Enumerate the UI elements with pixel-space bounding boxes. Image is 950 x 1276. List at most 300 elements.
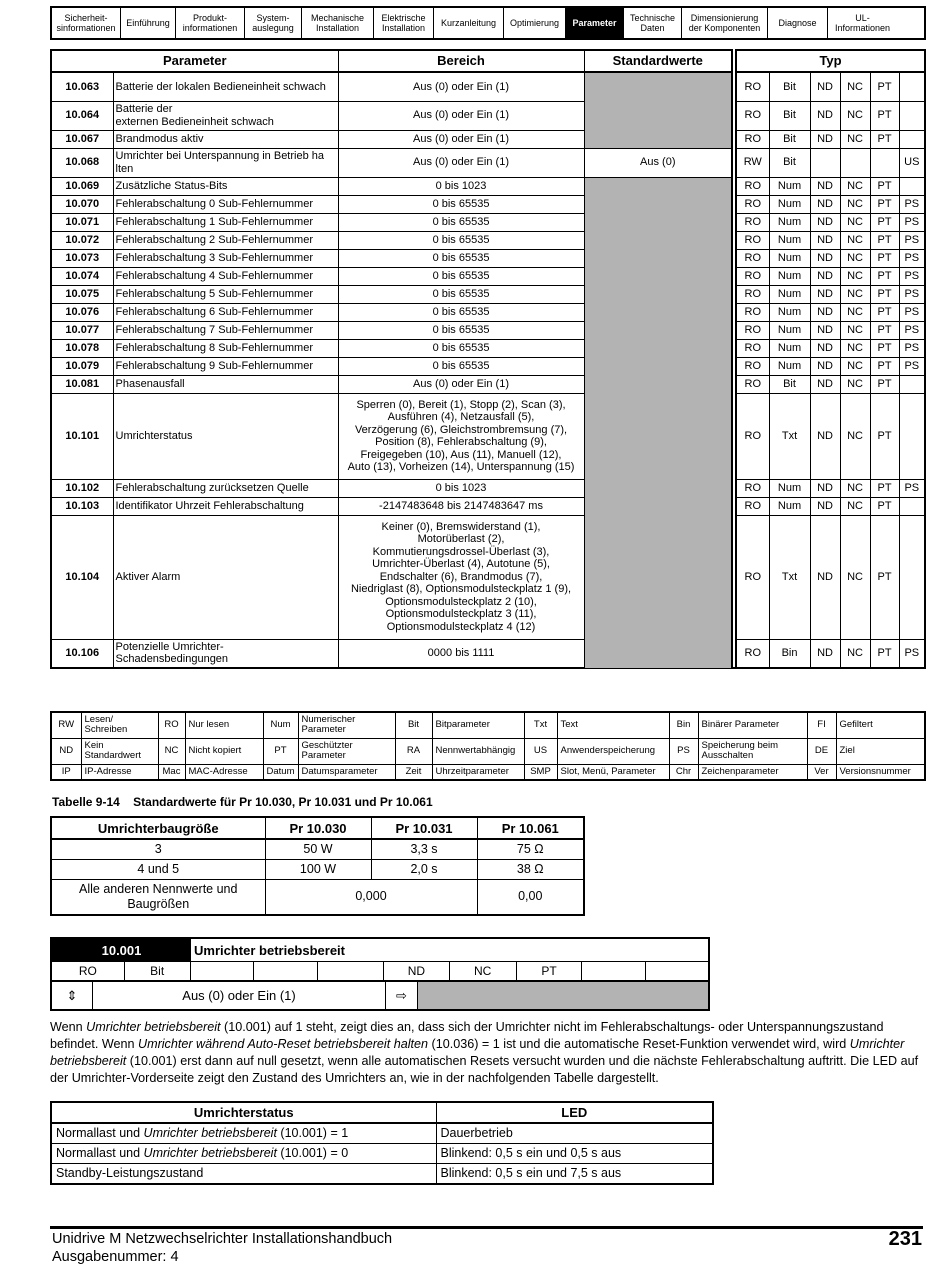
param-type-0: RO xyxy=(736,639,769,668)
param-name: Zusätzliche Status-Bits xyxy=(113,177,338,195)
param-type-5: PS xyxy=(899,231,925,249)
nav-tab-5[interactable]: Elektrische Installation xyxy=(374,8,434,38)
param-type-0: RO xyxy=(736,303,769,321)
param-row-10-063 xyxy=(51,72,925,101)
param-type-2: ND xyxy=(810,303,840,321)
param-row-10-075 xyxy=(51,285,925,303)
header-bereich: Bereich xyxy=(338,50,584,72)
param-type-4: PT xyxy=(870,479,899,497)
param-type-0: RO xyxy=(736,357,769,375)
parameter-type-cell xyxy=(646,961,708,980)
param-range: Aus (0) oder Ein (1) xyxy=(338,130,584,148)
parameter-number: 10.001 xyxy=(52,939,191,961)
legend-key: Zeit xyxy=(395,764,432,780)
table-914-cell: 0,000 xyxy=(265,879,477,915)
param-type-2: ND xyxy=(810,267,840,285)
param-range: 0 bis 65535 xyxy=(338,357,584,375)
legend-value: Binärer Parameter xyxy=(698,712,807,738)
nav-tab-4[interactable]: Mechanische Installation xyxy=(302,8,374,38)
led-status-table xyxy=(50,1101,714,1185)
table-914-header: Umrichterbaugröße xyxy=(51,817,265,839)
legend-key: RW xyxy=(51,712,81,738)
param-type-0: RO xyxy=(736,285,769,303)
nav-tab-3[interactable]: System- auslegung xyxy=(245,8,302,38)
table-914-cell: 0,00 xyxy=(477,879,584,915)
param-number: 10.078 xyxy=(51,339,113,357)
param-type-4: PT xyxy=(870,303,899,321)
led-status-cell xyxy=(51,1164,436,1185)
legend-value: Datumsparameter xyxy=(298,764,395,780)
param-type-1: Num xyxy=(769,303,810,321)
param-type-4: PT xyxy=(870,101,899,130)
param-name: Fehlerabschaltung 4 Sub-Fehlernummer xyxy=(113,267,338,285)
nav-tab-7[interactable]: Optimierung xyxy=(504,8,566,38)
param-type-3: NC xyxy=(840,267,870,285)
legend-value: Nennwertabhängig xyxy=(432,738,524,764)
legend-value: Lesen/ Schreiben xyxy=(81,712,158,738)
param-row-10-070 xyxy=(51,195,925,213)
parameter-10001-box xyxy=(50,937,710,1011)
param-type-1: Num xyxy=(769,249,810,267)
param-type-0: RO xyxy=(736,515,769,639)
legend-value: Nur lesen xyxy=(185,712,263,738)
param-type-0: RO xyxy=(736,72,769,101)
param-number: 10.081 xyxy=(51,375,113,393)
param-row-10-081 xyxy=(51,375,925,393)
parameter-type-cell xyxy=(191,961,255,980)
param-type-4: PT xyxy=(870,249,899,267)
legend-value: Geschützter Parameter xyxy=(298,738,395,764)
table-914-cell: 75 Ω xyxy=(477,839,584,859)
param-type-1: Num xyxy=(769,339,810,357)
param-type-3: NC xyxy=(840,249,870,267)
led-table-row xyxy=(51,1164,713,1185)
led-status-text: Normallast und xyxy=(56,1126,144,1140)
legend-key: Chr xyxy=(669,764,698,780)
param-row-10-102 xyxy=(51,479,925,497)
param-type-4 xyxy=(870,148,899,177)
param-default-greyed xyxy=(584,177,732,668)
param-type-3: NC xyxy=(840,72,870,101)
param-number: 10.104 xyxy=(51,515,113,639)
param-type-4: PT xyxy=(870,177,899,195)
param-type-2: ND xyxy=(810,195,840,213)
param-type-3: NC xyxy=(840,479,870,497)
param-type-2: ND xyxy=(810,321,840,339)
param-type-1: Txt xyxy=(769,393,810,479)
param-name: Fehlerabschaltung 9 Sub-Fehlernummer xyxy=(113,357,338,375)
led-status-param: Umrichter betriebsbereit xyxy=(143,1146,277,1160)
param-type-4: PT xyxy=(870,72,899,101)
param-number: 10.070 xyxy=(51,195,113,213)
param-type-3: NC xyxy=(840,339,870,357)
param-type-5 xyxy=(899,177,925,195)
led-status-text: (10.001) = 1 xyxy=(276,1126,349,1140)
param-number: 10.063 xyxy=(51,72,113,101)
led-status-text: Standby-Leistungszustand xyxy=(56,1166,204,1180)
param-type-2: ND xyxy=(810,101,840,130)
parameter-type-cell: ND xyxy=(384,961,450,980)
param-type-0: RO xyxy=(736,249,769,267)
param-number: 10.072 xyxy=(51,231,113,249)
param-type-4: PT xyxy=(870,393,899,479)
legend-value: Nicht kopiert xyxy=(185,738,263,764)
param-number: 10.069 xyxy=(51,177,113,195)
param-type-5 xyxy=(899,393,925,479)
param-name: Aktiver Alarm xyxy=(113,515,338,639)
param-row-10-071 xyxy=(51,213,925,231)
nav-tab-2[interactable]: Produkt- informationen xyxy=(176,8,245,38)
param-type-2: ND xyxy=(810,497,840,515)
parameter-type-cell: PT xyxy=(517,961,583,980)
legend-key: US xyxy=(524,738,557,764)
legend-value: Text xyxy=(557,712,669,738)
table-914-cell: 50 W xyxy=(265,839,371,859)
led-value-cell: Blinkend: 0,5 s ein und 7,5 s aus xyxy=(436,1164,713,1185)
param-type-0: RO xyxy=(736,479,769,497)
led-value-cell: Dauerbetrieb xyxy=(436,1123,713,1144)
param-type-0: RO xyxy=(736,195,769,213)
param-row-10-076 xyxy=(51,303,925,321)
parameter-type-cell: RO xyxy=(52,961,125,980)
table-914-cell: 4 und 5 xyxy=(51,859,265,879)
param-name: Fehlerabschaltung zurücksetzen Quelle xyxy=(113,479,338,497)
param-number: 10.068 xyxy=(51,148,113,177)
param-name: Brandmodus aktiv xyxy=(113,130,338,148)
table-914-cell: 3 xyxy=(51,839,265,859)
legend-value: Bitparameter xyxy=(432,712,524,738)
param-type-2: ND xyxy=(810,339,840,357)
param-type-5: PS xyxy=(899,479,925,497)
param-type-2: ND xyxy=(810,177,840,195)
param-name: Fehlerabschaltung 5 Sub-Fehlernummer xyxy=(113,285,338,303)
param-type-4: PT xyxy=(870,231,899,249)
param-type-0: RO xyxy=(736,101,769,130)
legend-value: Kein Standardwert xyxy=(81,738,158,764)
param-type-2: ND xyxy=(810,375,840,393)
param-row-10-104 xyxy=(51,515,925,639)
page-number: 231 xyxy=(888,1228,922,1250)
param-type-0: RO xyxy=(736,339,769,357)
default-arrow-icon: ⇨ xyxy=(386,982,418,1009)
param-number: 10.071 xyxy=(51,213,113,231)
legend-value: Gefiltert xyxy=(836,712,925,738)
param-type-2: ND xyxy=(810,515,840,639)
param-row-10-103 xyxy=(51,497,925,515)
param-type-1: Bit xyxy=(769,101,810,130)
param-type-1: Txt xyxy=(769,515,810,639)
param-range: 0 bis 65535 xyxy=(338,285,584,303)
param-type-2: ND xyxy=(810,213,840,231)
legend-value: Slot, Menü, Parameter xyxy=(557,764,669,780)
param-type-3: NC xyxy=(840,303,870,321)
param-type-1: Bit xyxy=(769,130,810,148)
param-range: 0 bis 65535 xyxy=(338,195,584,213)
nav-tab-1[interactable]: Einführung xyxy=(121,8,176,38)
param-type-0: RO xyxy=(736,497,769,515)
chapter-nav xyxy=(50,6,926,40)
param-number: 10.073 xyxy=(51,249,113,267)
param-type-2: ND xyxy=(810,357,840,375)
param-type-4: PT xyxy=(870,321,899,339)
param-type-4: PT xyxy=(870,195,899,213)
legend-key: PT xyxy=(263,738,298,764)
led-value-cell: Blinkend: 0,5 s ein und 0,5 s aus xyxy=(436,1144,713,1164)
param-range: 0 bis 65535 xyxy=(338,303,584,321)
param-name: Umrichterstatus xyxy=(113,393,338,479)
parameter-table xyxy=(50,49,926,669)
param-type-4: PT xyxy=(870,639,899,668)
param-number: 10.103 xyxy=(51,497,113,515)
param-type-5: PS xyxy=(899,339,925,357)
table-914-row xyxy=(51,839,584,859)
legend-key: PS xyxy=(669,738,698,764)
param-type-1: Bit xyxy=(769,375,810,393)
param-range: 0 bis 1023 xyxy=(338,479,584,497)
table-914-cell: 2,0 s xyxy=(371,859,477,879)
param-type-5: PS xyxy=(899,285,925,303)
param-type-1: Num xyxy=(769,357,810,375)
param-type-2: ND xyxy=(810,249,840,267)
param-type-1: Num xyxy=(769,497,810,515)
led-table-row xyxy=(51,1123,713,1144)
param-type-3: NC xyxy=(840,195,870,213)
param-type-3: NC xyxy=(840,393,870,479)
param-type-1: Num xyxy=(769,479,810,497)
param-number: 10.079 xyxy=(51,357,113,375)
legend-key: Txt xyxy=(524,712,557,738)
parameter-type-cell xyxy=(254,961,318,980)
table-914-header: Pr 10.030 xyxy=(265,817,371,839)
param-type-4: PT xyxy=(870,285,899,303)
legend-row xyxy=(51,764,925,780)
param-type-5 xyxy=(899,72,925,101)
param-number: 10.064 xyxy=(51,101,113,130)
legend-key: RA xyxy=(395,738,432,764)
param-type-5: PS xyxy=(899,267,925,285)
nav-tab-0[interactable]: Sicherheit- sinformationen xyxy=(52,8,121,38)
param-name: Potenzielle Umrichter- Schadensbedingungen xyxy=(113,639,338,668)
parameter-type-row xyxy=(52,961,708,982)
parameter-type-cell: Bit xyxy=(125,961,191,980)
table-914-cell: Alle anderen Nennwerte und Baugrößen xyxy=(51,879,265,915)
legend-value: Ziel xyxy=(836,738,925,764)
param-type-3: NC xyxy=(840,213,870,231)
param-name: Identifikator Uhrzeit Fehlerabschaltung xyxy=(113,497,338,515)
param-default: Aus (0) xyxy=(584,148,732,177)
legend-value: Uhrzeitparameter xyxy=(432,764,524,780)
nav-tab-9[interactable]: Technische Daten xyxy=(624,8,682,38)
table-914-header: Pr 10.061 xyxy=(477,817,584,839)
param-number: 10.101 xyxy=(51,393,113,479)
param-type-4: PT xyxy=(870,515,899,639)
led-table-header: LED xyxy=(436,1102,713,1123)
param-range: 0 bis 65535 xyxy=(338,267,584,285)
param-type-0: RO xyxy=(736,231,769,249)
param-number: 10.077 xyxy=(51,321,113,339)
nav-tab-6[interactable]: Kurzanleitung xyxy=(434,8,504,38)
param-row-10-067 xyxy=(51,130,925,148)
legend-value: Numerischer Parameter xyxy=(298,712,395,738)
led-status-text: Normallast und xyxy=(56,1146,144,1160)
param-type-0: RO xyxy=(736,321,769,339)
param-type-1: Bit xyxy=(769,148,810,177)
param-range: -2147483648 bis 2147483647 ms xyxy=(338,497,584,515)
header-standardwerte: Standardwerte xyxy=(584,50,732,72)
param-type-1: Num xyxy=(769,195,810,213)
legend-value: Versionsnummer xyxy=(836,764,925,780)
legend-value: IP-Adresse xyxy=(81,764,158,780)
param-range: 0 bis 65535 xyxy=(338,339,584,357)
param-range: Aus (0) oder Ein (1) xyxy=(338,375,584,393)
footer-title: Unidrive M Netzwechselrichter Installationshandbuch xyxy=(52,1231,393,1247)
legend-key: ND xyxy=(51,738,81,764)
param-type-1: Num xyxy=(769,285,810,303)
legend-key: SMP xyxy=(524,764,557,780)
parameter-type-cell: NC xyxy=(450,961,517,980)
param-type-5: PS xyxy=(899,303,925,321)
param-type-2: ND xyxy=(810,639,840,668)
param-type-2: ND xyxy=(810,479,840,497)
param-type-1: Bin xyxy=(769,639,810,668)
param-type-5: PS xyxy=(899,639,925,668)
param-number: 10.075 xyxy=(51,285,113,303)
param-type-0: RO xyxy=(736,267,769,285)
param-range: Aus (0) oder Ein (1) xyxy=(338,101,584,130)
legend-key: Mac xyxy=(158,764,185,780)
param-name: Fehlerabschaltung 1 Sub-Fehlernummer xyxy=(113,213,338,231)
legend-key: IP xyxy=(51,764,81,780)
param-type-2: ND xyxy=(810,393,840,479)
legend-key: RO xyxy=(158,712,185,738)
param-type-1: Num xyxy=(769,321,810,339)
table-914 xyxy=(50,816,585,916)
param-name: Fehlerabschaltung 3 Sub-Fehlernummer xyxy=(113,249,338,267)
param-type-2: ND xyxy=(810,231,840,249)
legend-value: Anwenderspeicherung xyxy=(557,738,669,764)
param-type-3: NC xyxy=(840,177,870,195)
nav-tab-8[interactable]: Parameter xyxy=(566,8,624,38)
param-type-3: NC xyxy=(840,375,870,393)
table-914-cell: 38 Ω xyxy=(477,859,584,879)
param-range: Aus (0) oder Ein (1) xyxy=(338,72,584,101)
led-status-param: Umrichter betriebsbereit xyxy=(143,1126,277,1140)
param-range: 0 bis 65535 xyxy=(338,249,584,267)
description-paragraph: Wenn Umrichter betriebsbereit (10.001) auf 1 steht, zeigt dies an, dass sich der Umrichter nicht im Fehlerabschaltungs- oder Unterspannungszustand befindet. Wenn Umrichter während Auto-Reset betriebsbereit halten (10.036) = 1 ist und die automatische Reset-Funktion verwendet wird, wird Umrichter betriebsbereit (10.001) erst dann auf null gesetzt, wenn alle automatischen Resets versucht wurden und die nächste Fehlerabschaltung auftritt. Die LED auf der Umrichter-Vorderseite zeigt den Zustand des Umrichters an, wie in der nachfolgenden Tabelle dargestellt. xyxy=(50,1020,919,1085)
legend-table xyxy=(50,711,926,781)
param-type-4: PT xyxy=(870,357,899,375)
param-type-5: PS xyxy=(899,321,925,339)
legend-key: FI xyxy=(807,712,836,738)
param-type-3: NC xyxy=(840,130,870,148)
parameter-type-cell xyxy=(318,961,384,980)
param-type-5: PS xyxy=(899,213,925,231)
footer-rule xyxy=(50,1226,923,1229)
param-row-10-069 xyxy=(51,177,925,195)
default-value-cell xyxy=(418,982,708,1009)
nav-tab-10[interactable]: Dimensionierung der Komponenten xyxy=(682,8,768,38)
nav-tab-12[interactable]: UL- Informationen xyxy=(834,13,891,33)
param-type-1: Num xyxy=(769,267,810,285)
param-number: 10.067 xyxy=(51,130,113,148)
header-typ: Typ xyxy=(736,50,925,72)
param-type-2: ND xyxy=(810,130,840,148)
param-range: 0000 bis 1111 xyxy=(338,639,584,668)
param-name: Fehlerabschaltung 2 Sub-Fehlernummer xyxy=(113,231,338,249)
footer-edition: Ausgabenummer: 4 xyxy=(52,1249,179,1265)
param-type-0: RO xyxy=(736,177,769,195)
param-row-10-073 xyxy=(51,249,925,267)
legend-value: MAC-Adresse xyxy=(185,764,263,780)
legend-key: NC xyxy=(158,738,185,764)
param-type-3: NC xyxy=(840,357,870,375)
param-type-1: Num xyxy=(769,213,810,231)
param-type-3: NC xyxy=(840,101,870,130)
param-type-2: ND xyxy=(810,72,840,101)
param-type-1: Num xyxy=(769,231,810,249)
param-range: 0 bis 65535 xyxy=(338,231,584,249)
param-type-4: PT xyxy=(870,267,899,285)
param-number: 10.074 xyxy=(51,267,113,285)
param-type-3: NC xyxy=(840,285,870,303)
param-range: 0 bis 65535 xyxy=(338,321,584,339)
param-number: 10.102 xyxy=(51,479,113,497)
table-914-cell: 100 W xyxy=(265,859,371,879)
range-icon: ⇕ xyxy=(52,982,93,1009)
param-number: 10.076 xyxy=(51,303,113,321)
param-type-2 xyxy=(810,148,840,177)
param-name: Umrichter bei Unterspannung in Betrieb ha lten xyxy=(113,148,338,177)
parameter-name: Umrichter betriebsbereit xyxy=(194,942,345,958)
param-row-10-101 xyxy=(51,393,925,479)
param-type-5: PS xyxy=(899,249,925,267)
param-type-0: RO xyxy=(736,375,769,393)
table-914-cell: 3,3 s xyxy=(371,839,477,859)
param-name: Batterie der externen Bedieneinheit schwach xyxy=(113,101,338,130)
table-914-row xyxy=(51,859,584,879)
param-row-10-079 xyxy=(51,357,925,375)
param-range: Keiner (0), Bremswiderstand (1), Motorüberlast (2), Kommutierungsdrossel-Überlast (3), Umrichter-Überlast (4), Autotune (5), Endschalter (6), Brandmodus (7), Niedriglast (8), Optionsmodulsteckplatz 1 (9), Optionsmodulsteckplatz 2 (10), Optionsmodulsteckplatz 3 (11), Optionsmodulsteckplatz 4 (12) xyxy=(338,515,584,639)
param-type-4: PT xyxy=(870,213,899,231)
param-range: Aus (0) oder Ein (1) xyxy=(338,148,584,177)
param-row-10-106 xyxy=(51,639,925,668)
param-row-10-068 xyxy=(51,148,925,177)
param-type-4: PT xyxy=(870,497,899,515)
table-914-header: Pr 10.031 xyxy=(371,817,477,839)
led-table-row xyxy=(51,1144,713,1164)
param-name: Fehlerabschaltung 8 Sub-Fehlernummer xyxy=(113,339,338,357)
parameter-range: Aus (0) oder Ein (1) xyxy=(93,982,386,1009)
param-type-3 xyxy=(840,148,870,177)
header-parameter: Parameter xyxy=(51,50,338,72)
param-type-1: Num xyxy=(769,177,810,195)
legend-key: DE xyxy=(807,738,836,764)
led-status-text: (10.001) = 0 xyxy=(276,1146,349,1160)
legend-value: Zeichenparameter xyxy=(698,764,807,780)
param-default-greyed xyxy=(584,72,732,148)
legend-key: Datum xyxy=(263,764,298,780)
param-type-5 xyxy=(899,375,925,393)
param-type-3: NC xyxy=(840,497,870,515)
nav-tab-11[interactable]: Diagnose xyxy=(768,8,828,38)
param-type-5: PS xyxy=(899,195,925,213)
param-type-4: PT xyxy=(870,130,899,148)
param-type-5 xyxy=(899,101,925,130)
param-type-3: NC xyxy=(840,639,870,668)
param-type-3: NC xyxy=(840,515,870,639)
param-type-0: RW xyxy=(736,148,769,177)
param-name: Batterie der lokalen Bedieneinheit schwach xyxy=(113,72,338,101)
